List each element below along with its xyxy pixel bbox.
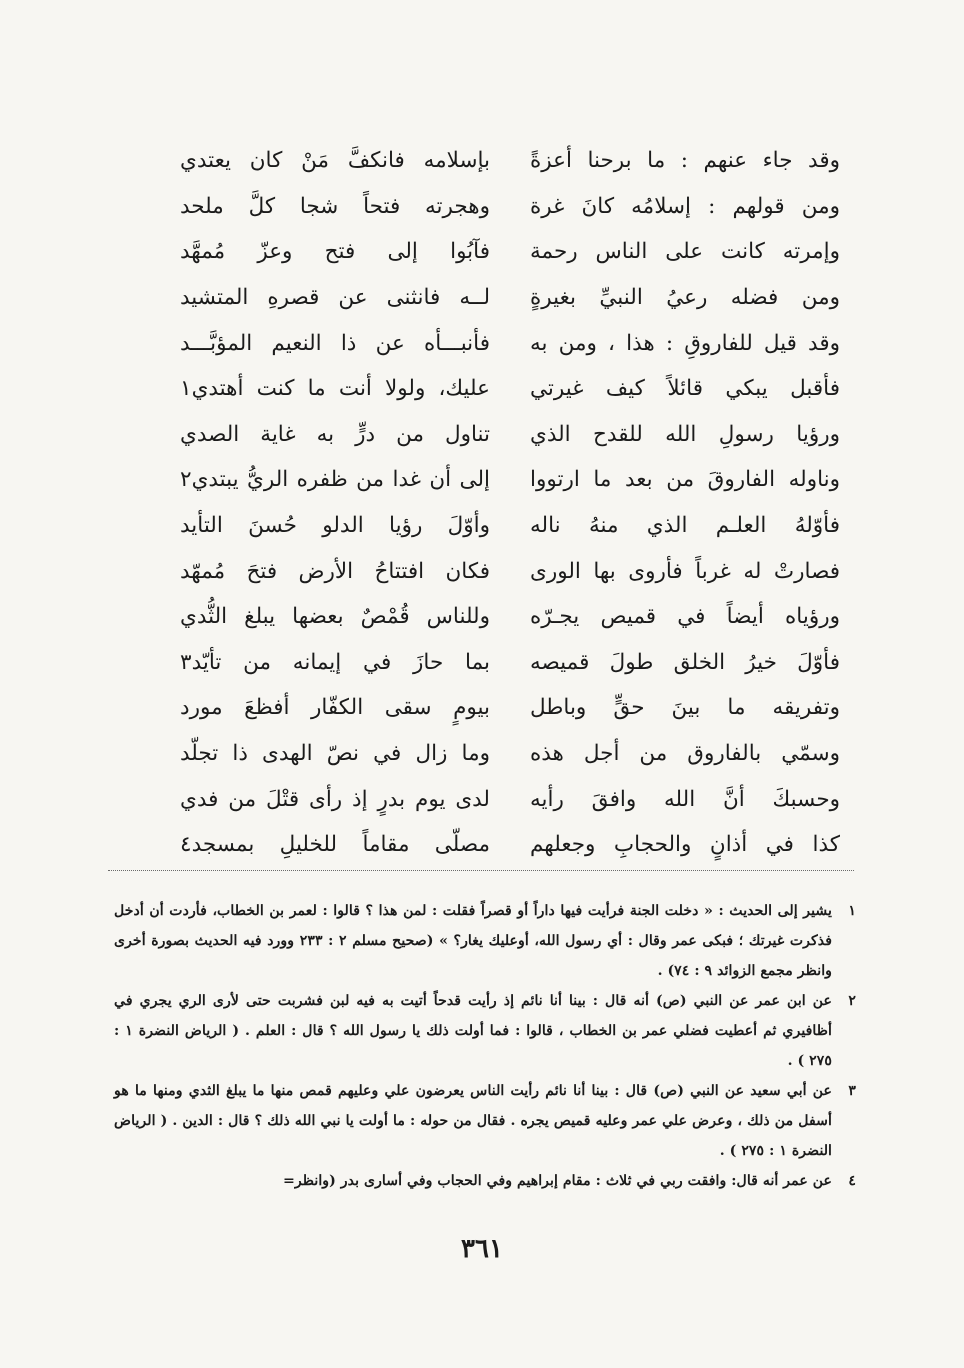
verse-line bbox=[180, 366, 840, 412]
verse-left-hemistich: إلى أن غدا من ظفره الريُّ يبتدي٢ bbox=[180, 467, 490, 493]
verse-right-hemistich: وقد قيل للفاروقِ : هذا ، ومن به bbox=[530, 330, 840, 356]
verse-line bbox=[180, 275, 840, 321]
verse-right-hemistich: ورؤياه أيضاً في قميص يجـرّه bbox=[530, 604, 840, 630]
verse-right-hemistich: وناوله الفاروقَ من بعد ما ارتووا bbox=[530, 467, 840, 493]
verse-right-hemistich: وقد جاء عنهم : ما برحنا أعزةً bbox=[530, 148, 840, 174]
footnote-number: ٤ bbox=[848, 1173, 856, 1189]
verse-right-hemistich: فأقبل يبكي قائلاً كيف غيرتي bbox=[530, 376, 840, 402]
verse-right-hemistich: فصارتْ له غرباً فأروى بها الورى bbox=[530, 558, 840, 584]
footnote bbox=[114, 896, 856, 986]
verse-right-hemistich: وحسبكَ أنَّ الله وافقَ رأيه bbox=[530, 786, 840, 812]
verse-line bbox=[180, 640, 840, 686]
verse-right-hemistich: وسمّي بالفاروق من أجل هذه bbox=[530, 741, 840, 767]
verse-left-hemistich: بيومٍ سقى الكفّار أفظعَ مورد bbox=[180, 695, 490, 721]
verse-left-hemistich: بما حازَ في إيمانه من تأيّد٣ bbox=[180, 649, 490, 675]
verse-right-hemistich: فأوّلَ خيرُ الخلق طولَ قميصه bbox=[530, 649, 840, 675]
verse-line bbox=[180, 457, 840, 503]
verse-right-hemistich: فأوّلهُ العلـم الذي منهُ ناله bbox=[530, 513, 840, 539]
footnote bbox=[114, 1076, 856, 1166]
verse-left-hemistich: بإسلامه فانكفَّ مَنْ كان يعتدي bbox=[180, 148, 490, 174]
page-number: ٣٦١ bbox=[461, 1234, 503, 1264]
verse-left-hemistich: وأوّلَ رؤيا الدلو حُسنَ التأيد bbox=[180, 513, 490, 539]
verse-right-hemistich: وتفريقه ما بينَ حقٍّ وباطل bbox=[530, 695, 840, 721]
poem-block bbox=[180, 138, 840, 868]
footnote bbox=[114, 1166, 856, 1196]
verse-left-hemistich: لــه فانثنى عن قصرهِ المتشيد bbox=[180, 285, 490, 311]
verse-line bbox=[180, 594, 840, 640]
verse-left-hemistich: مصلّى مقاماً للخليلِ بمسجد٤ bbox=[180, 832, 490, 858]
verse-right-hemistich: ومن فضله رعيُ النبيِّ بغيرةٍ bbox=[530, 285, 840, 311]
verse-line bbox=[180, 229, 840, 275]
verse-line bbox=[180, 138, 840, 184]
verse-line bbox=[180, 685, 840, 731]
verse-right-hemistich: ورؤيا رسولِ الله للقدح الذي bbox=[530, 421, 840, 447]
verse-left-hemistich: عليك، ولولا أنت ما كنت أهتدي١ bbox=[180, 376, 490, 402]
verse-right-hemistich: كذا في أذانٍ والحجابِ وجعلهم bbox=[530, 832, 840, 858]
verse-line bbox=[180, 548, 840, 594]
verse-left-hemistich: وهجرته فتحاً شجا كلَّ ملحد bbox=[180, 193, 490, 219]
footnote-text: عن ابن عمر عن النبي (ص) أنه قال : بينا أنا نائم إذ رأيت قدحاً أتيت به فيه لبن فشربت حتى لأرى الري يجري في أظافيري ثم أعطيت فضلي عمر بن الخطاب ، قالوا : فما أولت ذلك يا رسول الله ؟ قال : العلم . ( الرياض النضرة ١ : ٢٧٥ ) . bbox=[114, 993, 832, 1069]
footnote-number: ٣ bbox=[848, 1083, 856, 1099]
verse-line bbox=[180, 184, 840, 230]
footnote-text: يشير إلى الحديث : « دخلت الجنة فرأيت فيها داراً أو قصراً فقلت : لمن هذا ؟ قالوا : لعمر بن الخطاب، فأردت أن أدخل فذكرت غيرتك ؛ فبكى عمر وقال : أي رسول الله، أوعليك يغار؟ » (صحيح مسلم ٢ : ٢٣٣ وورد فيه الحديث بصورة أخرى وانظر مجمع الزوائد ٩ : ٧٤) . bbox=[114, 903, 832, 979]
footnote-text: عن أبي سعيد عن النبي (ص) قال : بينا أنا نائم رأيت الناس يعرضون علي وعليهم قمص منها ما يبلغ الثدي ومنها ما هو أسفل من ذلك ، وعرض علي عمر وعليه قميص يجره . فقال من حوله : ما أولت يا نبي الله ذلك ؟ قال : الدين . ( الرياض النضرة ١ : ٢٧٥ ) . bbox=[114, 1083, 832, 1159]
verse-line bbox=[180, 776, 840, 822]
verse-left-hemistich: لدى يوم بدرٍ إذ رأى قتْلَ من فدي bbox=[180, 786, 490, 812]
verse-line bbox=[180, 503, 840, 549]
verse-left-hemistich: تناول من درٍّ به غاية الصدي bbox=[180, 421, 490, 447]
footnotes-block bbox=[114, 896, 856, 1196]
verse-line bbox=[180, 822, 840, 868]
verse-right-hemistich: وإمرته كانت على الناس رحمة bbox=[530, 239, 840, 265]
verse-left-hemistich: فأنبـــأه عن ذا النعيم المؤبَّـــد bbox=[180, 330, 490, 356]
verse-left-hemistich: وللناس قُمْصٌ بعضها يبلغ الثُّدي bbox=[180, 604, 490, 630]
verse-line bbox=[180, 731, 840, 777]
footnote-number: ٢ bbox=[848, 993, 856, 1009]
verse-left-hemistich: فآبُوا إلى فتح وعزّ مُمهَّد bbox=[180, 239, 490, 265]
verse-left-hemistich: وما زال في نصّ الهدى ذا تجلّد bbox=[180, 741, 490, 767]
footnote-number: ١ bbox=[848, 903, 856, 919]
verse-line bbox=[180, 320, 840, 366]
footnote-text: عن عمر أنه قال: وافقت ربي في ثلاث : مقام إبراهيم وفي الحجاب وفي أسارى بدر (وانظر= bbox=[283, 1173, 832, 1189]
verse-right-hemistich: ومن قولهم : إسلامُه كانَ غرة bbox=[530, 193, 840, 219]
verse-line bbox=[180, 412, 840, 458]
footnote bbox=[114, 986, 856, 1076]
footnote-separator bbox=[108, 870, 854, 871]
verse-left-hemistich: فكان افتتاحُ الأرض فتحَ مُمهّد bbox=[180, 558, 490, 584]
